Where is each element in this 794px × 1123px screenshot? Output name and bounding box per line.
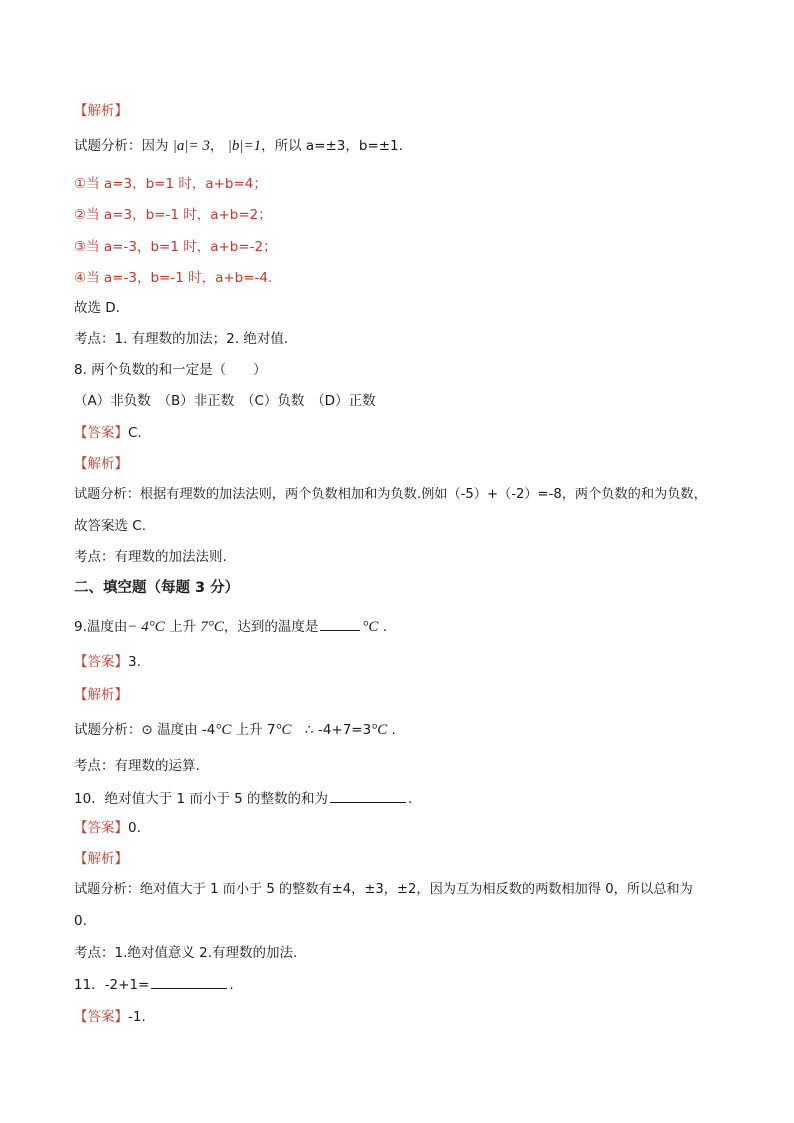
answer-10-line bbox=[74, 818, 724, 838]
analysis-7-line bbox=[74, 136, 724, 156]
analysis-8-line1: 试题分析：根据有理数的加法法则，两个负数相加和为负数.例如（-5）+（-2）=-8，两个负数的和为负数， bbox=[74, 487, 707, 502]
analysis-9-prefix: 试题分析：⊙ 温度由 -4 bbox=[74, 722, 216, 738]
question-9-temp-rise: 7°C bbox=[200, 619, 224, 635]
question-11-line bbox=[74, 974, 724, 995]
analysis-7-suffix: ，所以 a=±3，b=±1. bbox=[261, 138, 403, 154]
question-11-blank[interactable] bbox=[151, 974, 227, 989]
daan-label-8: 【答案】 bbox=[74, 425, 128, 441]
case-4: ④当 a=-3，b=-1 时，a+b=-4. bbox=[74, 270, 273, 286]
abs-a-expression: |a|= 3 bbox=[172, 138, 210, 154]
analysis-7-prefix: 试题分析：因为 bbox=[74, 138, 169, 154]
kaodian-10: 考点：1.绝对值意义 2.有理数的加法. bbox=[74, 945, 298, 961]
conclusion-7: 故选 D. bbox=[74, 300, 120, 316]
daan-label-9: 【答案】 bbox=[74, 654, 128, 670]
question-9-temp-from: − 4°C bbox=[127, 619, 165, 635]
question-10-end: . bbox=[408, 791, 413, 807]
abs-b-expression: |b|=1 bbox=[227, 138, 262, 154]
analysis-9-deg1: °C bbox=[215, 722, 232, 738]
analysis-7-sep: ， bbox=[209, 138, 224, 154]
analysis-8-line2: 故答案选 C. bbox=[74, 518, 147, 534]
question-9-end: . bbox=[382, 619, 387, 635]
section-2-title: 二、填空题（每题 3 分） bbox=[74, 580, 240, 596]
question-9-suffix: ，达到的温度是 bbox=[223, 619, 319, 635]
jiexi-label-9: 【解析】 bbox=[74, 687, 128, 703]
question-10-blank[interactable] bbox=[330, 788, 406, 803]
answer-10-value: 0. bbox=[128, 820, 141, 836]
analysis-9-end: . bbox=[391, 722, 396, 738]
daan-label-11: 【答案】 bbox=[74, 1009, 128, 1025]
analysis-9-calc: ∴ -4+7=3 bbox=[291, 722, 372, 738]
analysis-10-line1: 试题分析：绝对值大于 1 而小于 5 的整数有±4，±3，±2，因为互为相反数的两数相加得 0，所以总和为 bbox=[74, 882, 693, 897]
analysis-9-line bbox=[74, 720, 724, 740]
answer-11-line bbox=[74, 1007, 724, 1027]
question-9-prefix: 9.温度由 bbox=[74, 619, 128, 635]
daan-label-10: 【答案】 bbox=[74, 820, 128, 836]
answer-9-value: 3. bbox=[128, 654, 141, 670]
answer-8-line bbox=[74, 423, 724, 443]
question-9-blank[interactable] bbox=[320, 616, 360, 631]
analysis-9-deg3: °C bbox=[371, 722, 388, 738]
question-10-line bbox=[74, 788, 724, 809]
question-9-line bbox=[74, 616, 724, 637]
kaodian-7: 考点：1. 有理数的加法；2. 绝对值. bbox=[74, 331, 289, 347]
question-8-options: （A）非负数 （B）非正数 （C）负数 （D）正数 bbox=[74, 393, 376, 409]
answer-9-line bbox=[74, 652, 724, 672]
case-1: ①当 a=3，b=1 时，a+b=4； bbox=[74, 176, 267, 192]
answer-11-value: -1. bbox=[128, 1009, 146, 1025]
question-11-text: 11．-2+1= bbox=[74, 977, 150, 993]
jiexi-label-10: 【解析】 bbox=[74, 851, 128, 867]
case-2: ②当 a=3，b=-1 时，a+b=2； bbox=[74, 207, 272, 223]
kaodian-8: 考点：有理数的加法法则. bbox=[74, 549, 227, 565]
jiexi-label-8: 【解析】 bbox=[74, 456, 128, 472]
analysis-9-mid: 上升 7 bbox=[231, 722, 276, 738]
analysis-10-line2: 0. bbox=[74, 913, 87, 929]
question-9-mid: 上升 bbox=[169, 619, 197, 635]
question-8: 8. 两个负数的和一定是（ ） bbox=[74, 362, 267, 378]
jiexi-label-7: 【解析】 bbox=[74, 103, 128, 119]
answer-8-value: C. bbox=[128, 425, 142, 441]
question-10-text: 10．绝对值大于 1 而小于 5 的整数的和为 bbox=[74, 791, 329, 807]
kaodian-9: 考点：有理数的运算. bbox=[74, 758, 200, 774]
question-9-unit: °C bbox=[362, 619, 379, 635]
analysis-9-deg2: °C bbox=[275, 722, 292, 738]
question-11-end: . bbox=[229, 977, 234, 993]
case-3: ③当 a=-3，b=1 时，a+b=-2； bbox=[74, 239, 277, 255]
